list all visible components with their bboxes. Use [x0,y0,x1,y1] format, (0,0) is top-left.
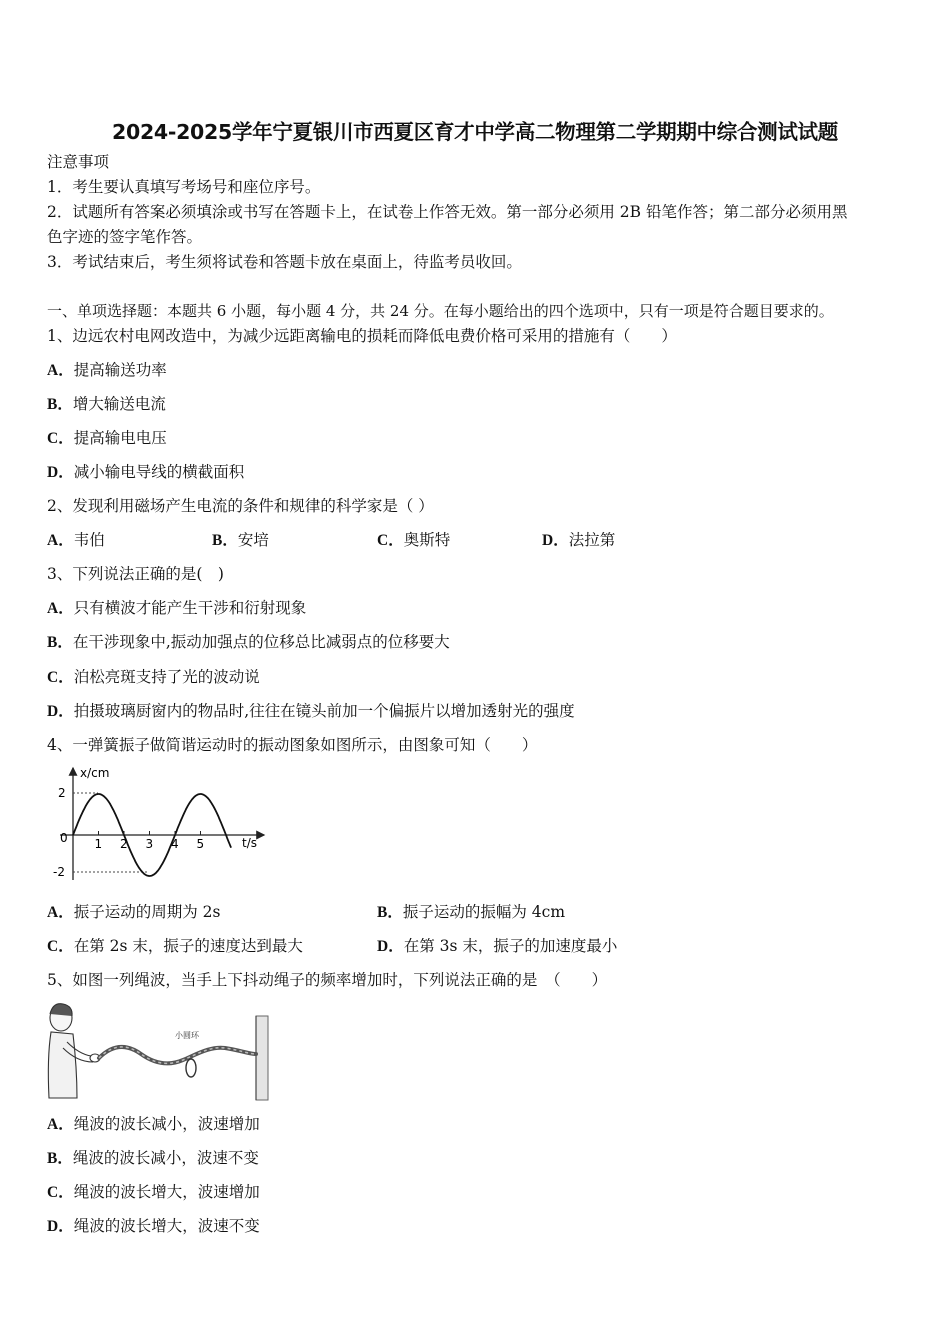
q5-stem: 5、如图一列绳波，当手上下抖动绳子的频率增加时，下列说法正确的是 （ ） [47,971,608,989]
origin-label: 0 [60,831,68,845]
x-tick-label: 2 [120,837,128,851]
option-label: A． [47,904,74,921]
option-label: C． [47,669,74,686]
option-label: D． [47,703,74,720]
option-label: D． [47,464,74,481]
ring-label: 小圆环 [175,1031,199,1040]
option-text: 振子运动的周期为 2s [73,903,221,921]
x-tick-label: 5 [196,837,205,851]
option-text: 只有横波才能产生干涉和衍射现象 [73,599,307,617]
option-label: A． [47,532,74,549]
q3-option-b [47,632,450,653]
option-label: C． [47,938,74,955]
q4-option-a [47,902,220,923]
option-text: 减小输电导线的横截面积 [73,463,245,481]
y-tick-bottom: -2 [53,865,65,879]
option-label: A． [47,600,74,617]
wall [256,1016,268,1100]
person-figure [48,1004,100,1098]
notice-line-3: 3．考试结束后，考生须将试卷和答题卡放在桌面上，待监考员收回。 [47,253,522,271]
option-text: 增大输送电流 [72,395,166,413]
vibration-graph [50,762,272,884]
q2-option-d [542,530,615,551]
option-text: 绳波的波长减小，波速增加 [73,1115,260,1133]
rope-wave-figure [43,998,275,1102]
x-tick-label: 1 [94,837,103,851]
option-label: B． [47,396,73,413]
x-tick-label: 4 [171,837,179,851]
option-text: 绳波的波长增大，波速不变 [73,1217,260,1235]
page-title: 2024-2025学年宁夏银川市西夏区育才中学高二物理第二学期期中综合测试试题 [112,120,838,144]
q3-option-a [47,598,306,619]
q1-stem: 1、边远农村电网改造中，为减少远距离输电的损耗而降低电费价格可采用的措施有（ ） [47,327,677,345]
q1-option-c [47,428,167,449]
notice-line-2-cont: 色字迹的签字笔作答。 [47,228,203,246]
option-text: 在第 2s 末，振子的速度达到最大 [73,937,303,955]
q5-option-c [47,1182,260,1203]
q2-option-a [47,530,105,551]
x-tick-label: 3 [145,837,154,851]
option-label: B． [47,1150,73,1167]
small-ring [186,1059,196,1077]
option-text: 提高输送功率 [73,361,167,379]
option-text: 法拉第 [568,531,616,549]
notice-line-2: 2．试题所有答案必须填涂或书写在答题卡上，在试卷上作答无效。第一部分必须用 2B 铅笔作答；第二部分必须用黑 [47,203,848,221]
option-label: A． [47,362,74,379]
option-text: 拍摄玻璃厨窗内的物品时,往往在镜头前加一个偏振片以增加透射光的强度 [73,702,575,720]
q2-option-b [212,530,269,551]
q4-stem: 4、一弹簧振子做简谐运动时的振动图象如图所示，由图象可知（ ） [47,736,538,754]
option-text: 绳波的波长减小，波速不变 [72,1149,259,1167]
option-label: A． [47,1116,74,1133]
option-text: 奥斯特 [403,531,451,549]
q2-stem: 2、发现利用磁场产生电流的条件和规律的科学家是（ ） [47,497,434,515]
q4-option-d [377,936,617,957]
option-text: 提高输电电压 [73,429,167,447]
q1-option-a [47,360,167,381]
x-axis-label: t/s [242,836,257,850]
rope [99,1047,256,1063]
q3-option-d [47,701,575,722]
y-tick-top: 2 [58,786,66,800]
option-text: 振子运动的振幅为 4cm [402,903,566,921]
option-label: D． [377,938,404,955]
notice-line-1: 1．考生要认真填写考场号和座位序号。 [47,178,321,196]
option-text: 在第 3s 末，振子的加速度最小 [403,937,618,955]
q4-option-c [47,936,303,957]
option-text: 泊松亮斑支持了光的波动说 [73,668,260,686]
q5-option-a [47,1114,260,1135]
q4-option-b [377,902,565,923]
option-label: C． [47,1184,74,1201]
option-text: 在干涉现象中,振动加强点的位移总比减弱点的位移要大 [72,633,450,651]
option-text: 韦伯 [73,531,105,549]
q1-option-b [47,394,166,415]
option-label: C． [47,430,74,447]
q3-stem: 3、下列说法正确的是( ) [47,565,224,583]
q5-option-b [47,1148,259,1169]
option-label: B． [377,904,403,921]
option-label: C． [377,532,404,549]
option-label: B． [47,634,73,651]
option-label: D． [47,1218,74,1235]
option-text: 安培 [237,531,269,549]
notice-heading: 注意事项 [47,153,110,171]
section-heading: 一、单项选择题：本题共 6 小题，每小题 4 分，共 24 分。在每小题给出的四个选项中，只有一项是符合题目要求的。 [47,302,834,320]
q1-option-d [47,462,244,483]
q3-option-c [47,667,260,688]
q2-option-c [377,530,450,551]
option-label: B． [212,532,238,549]
option-text: 绳波的波长增大，波速增加 [73,1183,260,1201]
option-label: D． [542,532,569,549]
y-axis-label: x/cm [80,766,110,780]
q5-option-d [47,1216,260,1237]
